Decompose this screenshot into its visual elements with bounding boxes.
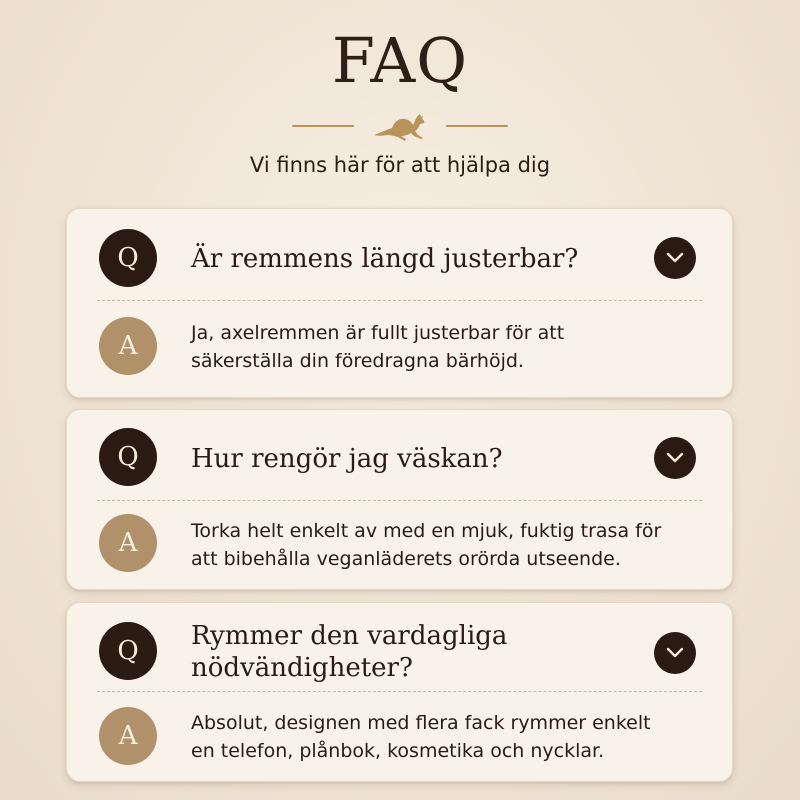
answer-line: Ja, axelremmen är fullt justerbar för att (191, 322, 565, 344)
faq-separator (97, 691, 702, 692)
faq-answer-3 (191, 709, 701, 765)
answer-line: Torka helt enkelt av med en mjuk, fuktig trasa för (191, 520, 662, 542)
title-ornament (0, 108, 800, 144)
question-line: Rymmer den vardagliga (191, 621, 508, 651)
answer-badge-3: A (99, 707, 157, 765)
faq-question-2[interactable]: Hur rengör jag väskan? (191, 444, 503, 474)
answer-line: en telefon, plånbok, kosmetika och nycklar. (191, 740, 605, 762)
answer-line: säkerställa din föredragna bärhöjd. (191, 350, 524, 372)
faq-toggle-1[interactable] (654, 237, 696, 279)
page-title: FAQ (331, 24, 469, 97)
answer-line: Absolut, designen med flera fack rymmer enkelt (191, 712, 651, 734)
faq-answer-1 (191, 319, 701, 375)
faq-item-3[interactable] (66, 602, 733, 782)
faq-separator (97, 300, 702, 301)
page-subtitle: Vi finns här för att hjälpa dig (249, 153, 551, 177)
answer-badge-2: A (99, 514, 157, 572)
faq-toggle-3[interactable] (654, 632, 696, 674)
chevron-down-icon (666, 647, 684, 659)
faq-header (0, 0, 800, 200)
question-badge-2: Q (99, 428, 157, 486)
faq-question-3[interactable] (191, 620, 631, 684)
divider-line-right (446, 125, 508, 127)
divider-line-left (292, 125, 354, 127)
answer-line: att bibehålla veganläderets orörda utseende. (191, 548, 621, 570)
faq-separator (97, 500, 702, 501)
question-badge-3: Q (99, 622, 157, 680)
kangaroo-icon (368, 108, 432, 144)
answer-badge-1: A (99, 317, 157, 375)
faq-answer-2 (191, 517, 701, 573)
question-line: nödvändigheter? (191, 653, 413, 683)
chevron-down-icon (666, 252, 684, 264)
faq-toggle-2[interactable] (654, 437, 696, 479)
question-badge-1: Q (99, 229, 157, 287)
chevron-down-icon (666, 452, 684, 464)
faq-item-1[interactable] (66, 208, 733, 398)
faq-question-1[interactable]: Är remmens längd justerbar? (191, 244, 579, 274)
faq-item-2[interactable] (66, 409, 733, 590)
